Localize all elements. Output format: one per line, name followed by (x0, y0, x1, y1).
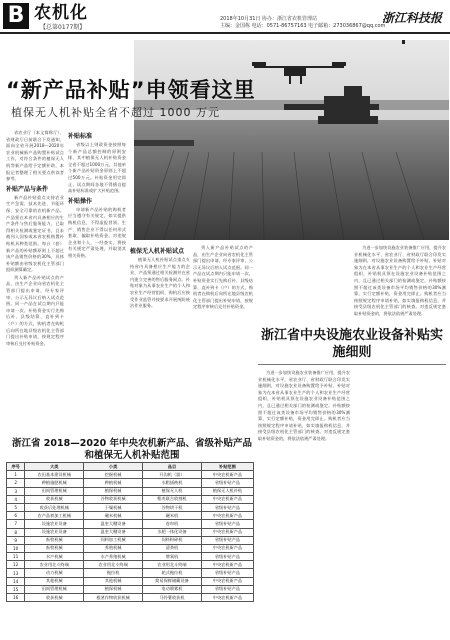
article-lead: 省农业厅（本文简称厅）、省财政厅日前联合下发通知，面向全省开展2018—2020年农业机械新产品购置补贴试点工作，对符合条件的植保无人机等新产品给予定额补助，本报记者整理了相关要点供读者参考。 (6, 130, 64, 182)
table-cell: 挖掘机械 (84, 471, 143, 479)
table-cell: 种植施肥机械 (25, 479, 84, 487)
section-heading-1: 补贴产品与条件 (6, 185, 49, 193)
table-cell: 植保机械 (84, 585, 143, 593)
table-cell: 其他机械 (84, 577, 143, 585)
section-text-3: 省级以上财政资金按照每个新产品总额控制的原则安排，其中植保无人机补贴资金全省不超过1000万元，其他单个新产品补贴资金原则上不超过500万元。补贴资金用完即止，试点期间各地不得擅自提高补贴标准或扩大补贴范围。 (68, 142, 126, 194)
table-cell: 农业用北斗终端 (143, 561, 202, 569)
table-cell: 11 (7, 553, 25, 561)
table-cell: 省级补贴产品 (201, 536, 253, 544)
table-row (7, 561, 254, 569)
table-row (7, 487, 254, 495)
table-cell: 根茎作物收获机械 (84, 594, 143, 602)
col-header-subcategory: 小类 (84, 463, 143, 471)
table-cell: 温室大棚设备 (84, 520, 143, 528)
table-cell: 收获后处理机械 (25, 503, 84, 511)
table-cell: 5 (7, 503, 25, 511)
table-row (7, 479, 254, 487)
article-column-4 (193, 245, 253, 430)
table-row (7, 569, 254, 577)
sidebar-column-1 (258, 370, 350, 632)
table-cell: 7 (7, 520, 25, 528)
table-row (7, 520, 254, 528)
table-row (7, 577, 254, 585)
table-cell: 设施农业设备 (25, 528, 84, 536)
section-heading-5: 植保无人机补贴试点 (130, 248, 185, 255)
table-cell: 省级补贴产品 (201, 503, 253, 511)
table-cell: 田间管理机械 (25, 585, 84, 593)
table-cell: 中央农机新产品 (201, 495, 253, 503)
table-cell: 2 (7, 479, 25, 487)
article-continuation: 列入新产品补贴试点的产品，由生产企业向省农机化主管部门提出申请，经专家评审、公示无异议后纳入试点范围。同一产品在试点期内只能申请一次。补贴资金实行先购后补、县级结算、直补到卡（户）的方式，购机者在购机后向所在地县级农机化主管部门提出补贴申请，按规定程序审核后兑付补贴资金。 (193, 245, 253, 310)
table-cell: 畜牧机械 (25, 536, 84, 544)
table-cell: 设施农业设备 (25, 520, 84, 528)
table-row (7, 503, 254, 511)
table-cell: 畜牧机械 (25, 544, 84, 552)
table-cell: 省级补贴产品 (201, 569, 253, 577)
article-column-3 (130, 245, 190, 430)
editor-info: 主编：金国栋 电话：0571-86757163 电子邮箱：273036867@qq.com (220, 23, 386, 29)
table-cell: 6 (7, 512, 25, 520)
page-header (0, 0, 450, 34)
table-cell: 碾米机械 (84, 512, 143, 520)
article-column-2 (68, 130, 126, 426)
drone-field-photo (134, 40, 449, 240)
table-cell: 饲料加工机械 (84, 536, 143, 544)
table-cell: 16 (7, 594, 25, 602)
section-text-5: 植保无人机补贴试点重点支持省内具备相应生产能力的企业，产品须通过相关检测并在省内建立完善的售后服务网点。补贴对象为从事农业生产的个人和农业生产经营组织，购机后应接受作业监管并按要求开展统防统治作业服务。 (130, 257, 190, 309)
table-cell: 1 (7, 471, 25, 479)
table-cell: 养殖机械 (84, 544, 143, 552)
table-cell: 收获机械 (25, 594, 84, 602)
table-cell: 农产品初加工机械 (25, 512, 84, 520)
table-cell: 中央农机新产品 (201, 471, 253, 479)
table-cell: 种植机械 (84, 479, 143, 487)
table-row (7, 553, 254, 561)
table-cell: 省级补贴产品 (201, 553, 253, 561)
table-cell: 12 (7, 561, 25, 569)
table-row (7, 585, 254, 593)
table-cell: 水稻插秧机 (143, 479, 202, 487)
section-letter: B (3, 3, 29, 29)
col-header-category: 大类 (25, 463, 84, 471)
table-cell: 其他机械 (25, 577, 84, 585)
table-cell: 中央农机新产品 (201, 561, 253, 569)
subheadline: 植保无人机补贴全省不超过 1000 万元 (11, 106, 220, 119)
table-cell: 清粪机 (143, 544, 202, 552)
table-cell: 温室大棚设备 (84, 528, 143, 536)
table-cell: 干燥机械 (84, 503, 143, 511)
col-header-scope: 补贴范围 (201, 463, 253, 471)
table-cell: 15 (7, 585, 25, 593)
table-body (7, 471, 254, 602)
table-cell: 碾米机 (143, 512, 202, 520)
table-cell: 省级补贴产品 (201, 479, 253, 487)
table-row (7, 536, 254, 544)
section-text-1: 新产品补贴重点支持农业生产急需、技术先进、节能环保、安全可靠的农机新产品。产品须在本省内具备相应的生产条件与售后服务能力，已取得相关检测或鉴定证书，且未被列入国家或本省农机购置补贴机具种类范围。每台（套）新产品的补贴额原则上不超过该产品销售价格的30%，具体补贴额由省级农机化主管部门组织测算确定。 (6, 194, 64, 273)
table-cell: 电动喷雾机 (143, 585, 202, 593)
table-cell: 省级补贴产品 (201, 520, 253, 528)
table-cell: 水产养殖机械 (84, 553, 143, 561)
section-heading-3: 补贴标准 (68, 133, 93, 140)
table-cell: 农业用北斗终端 (84, 561, 143, 569)
table-cell: 中央农机新产品 (201, 577, 253, 585)
table-cell: 水肥一体化设备 (143, 528, 202, 536)
table-row (7, 471, 254, 479)
table-cell: 植保无人机补贴 (201, 487, 253, 495)
table-cell: 8 (7, 528, 25, 536)
table-row (7, 528, 254, 536)
table-cell: 收获机械 (25, 495, 84, 503)
table-cell: 轮式拖拉机 (143, 569, 202, 577)
table-cell: 谷物烘干机 (143, 503, 202, 511)
col-header-index: 序号 (7, 463, 25, 471)
issue-info: 2018年10月31日 协办：浙江省农机管理站 (220, 16, 318, 22)
section-title: 农机化 (34, 3, 88, 23)
table-cell: 9 (7, 536, 25, 544)
table-cell: 省级补贴产品 (201, 585, 253, 593)
newspaper-brand: 浙江科技报 (381, 11, 442, 25)
table-cell: 3 (7, 487, 25, 495)
col-header-item: 品目 (143, 463, 202, 471)
table-cell: 水产机械 (25, 553, 84, 561)
table-cell: 饲料粉碎机 (143, 536, 202, 544)
section-text-4: 申请新产品补贴的购机者应当遵守有关规定，如实提供购机信息，不得虚报冒领。生产、销售企业不得以任何形式套取、骗取补贴资金。对违规企业和个人，一经查实，将按有关规定严肃处理，并取消其相关资格。 (68, 206, 126, 258)
table-cell: 14 (7, 577, 25, 585)
table-cell: 简易保鲜储藏设备 (143, 577, 202, 585)
table-cell: 中央农机新产品 (201, 528, 253, 536)
table-cell: 中央农机新产品 (201, 594, 253, 602)
subsidy-table (6, 462, 254, 602)
table-row (7, 594, 254, 602)
table-header-row (7, 463, 254, 471)
table-cell: 中央农机新产品 (201, 544, 253, 552)
table-cell: 植保机械 (84, 487, 143, 495)
table-cell: 增氧机 (143, 553, 202, 561)
table-title: 浙江省 2018—2020 年中央农机新产品、省级补贴产品和植保无人机补贴范围 (12, 438, 252, 461)
table-cell: 开沟机（器） (143, 471, 202, 479)
table-row (7, 544, 254, 552)
table-row (7, 512, 254, 520)
sidebar-column-2 (354, 245, 446, 632)
table-cell: 稻麦联合收割机 (143, 495, 202, 503)
table-cell: 农业用北斗终端 (25, 561, 84, 569)
table-cell: 谷物收获机械 (84, 495, 143, 503)
table-cell: 4 (7, 495, 25, 503)
article-column-1 (6, 130, 64, 426)
headline: “新产品补贴”申领看这里 (6, 78, 256, 102)
sidebar-text-continued: 为进一步加快设施农业装备推广应用，提升农业机械化水平，省农业厅、省财政厅联合印发实施细则，对设施农业设备购置给予补贴。补贴对象为在本省从事农业生产的个人和农业生产经营组织，补贴机具须在设施农业设备补贴范围之内，且已通过相关部门的检测或鉴定。补贴额按照不超过该类设备市场平均销售价格的30%测算，实行定额补贴，资金用完即止。购机者应当按照规定程序申请补贴，如实填报购机信息，并接受县级农机化主管部门的核查。对违反规定套取补贴资金的，将依法依规严肃处理。 (354, 245, 446, 316)
sidebar-title: 浙江省中央设施农业设备补贴实施细则 (260, 328, 443, 360)
table-cell: 10 (7, 544, 25, 552)
section-code: 【总第0177期】 (40, 24, 86, 31)
table-cell: 13 (7, 569, 25, 577)
table-cell: 中央农机新产品 (201, 512, 253, 520)
header-rule (0, 32, 450, 34)
table-cell: 农田基本建设机械 (25, 471, 84, 479)
sidebar-text: 为进一步加快设施农业装备推广应用，提升农业机械化水平，省农业厅、省财政厅联合印发实施细则，对设施农业设备购置给予补贴。补贴对象为在本省从事农业生产的个人和农业生产经营组织，补贴机具须在设施农业设备补贴范围之内，且已通过相关部门的检测或鉴定。补贴额按照不超过该类设备市场平均销售价格的30%测算，实行定额补贴，资金用完即止。购机者应当按照规定程序申请补贴，如实填报购机信息，并接受县级农机化主管部门的核查。对违反规定套取补贴资金的，将依法依规严肃处理。 (258, 370, 350, 441)
table-cell: 植保无人机 (143, 487, 202, 495)
table-cell: 马铃薯收获机 (143, 594, 202, 602)
table-cell: 动力机械 (25, 569, 84, 577)
table-cell: 拖拉机 (84, 569, 143, 577)
table-cell: 卷帘机 (143, 520, 202, 528)
section-heading-4: 补贴操作 (68, 197, 93, 205)
table-row (7, 495, 254, 503)
section-text-2: 列入新产品补贴试点的产品，由生产企业向省农机化主管部门提出申请，经专家评审、公示无异议后纳入试点范围。同一产品在试点期内只能申请一次。补贴资金实行先购后补、县级结算、直补到卡（户）的方式，购机者在购机后向所在地县级农机化主管部门提出补贴申请，按规定程序审核后兑付补贴资金。 (6, 274, 64, 346)
table-cell: 田间管理机械 (25, 487, 84, 495)
